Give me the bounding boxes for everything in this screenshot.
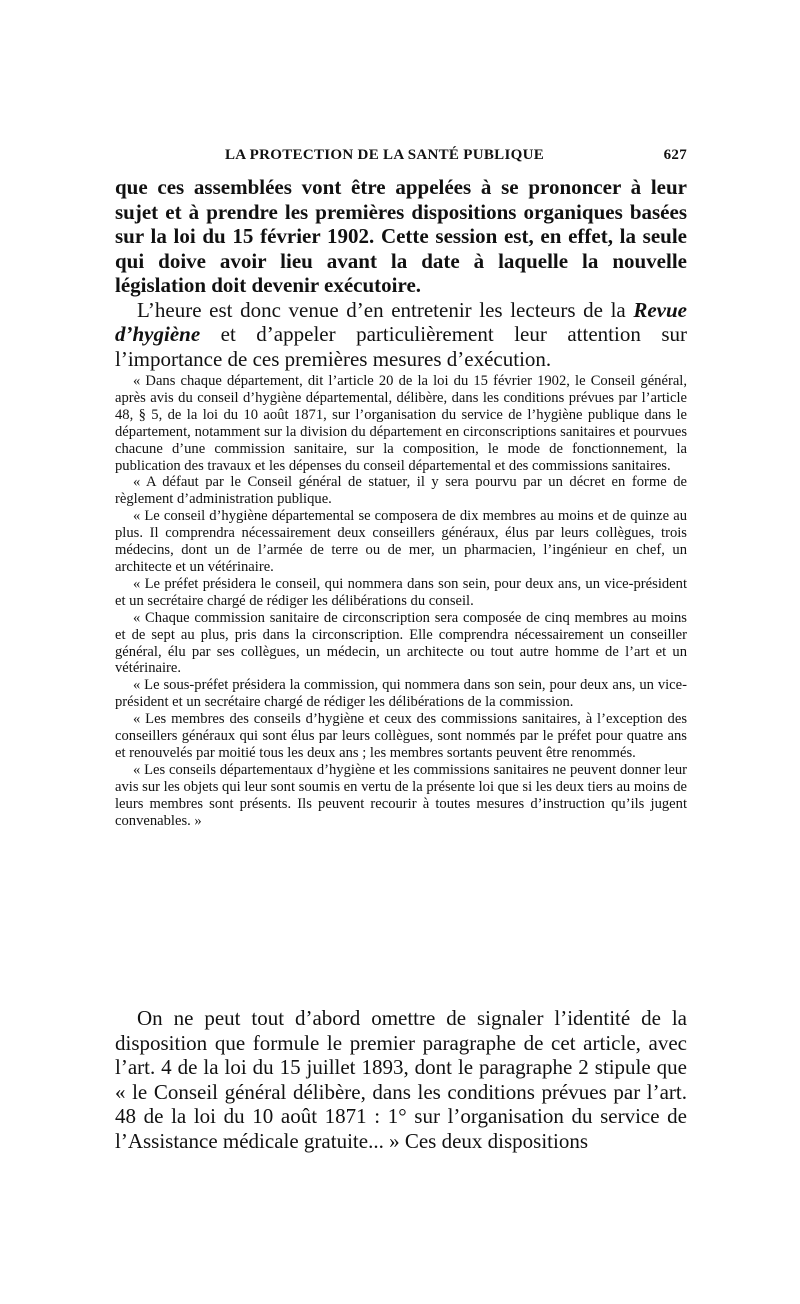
law-quotation [115,373,687,829]
intro-paragraph-1: que ces assemblées vont être appelées à se prononcer à leur sujet et à prendre les premières dispositions organiques basées sur la loi du 15 février 1902. Cette session est, en effet, la seule qui doive avoir lieu avant la date à laquelle la nouvelle législation doit devenir exécutoire. [115,175,687,297]
quote-paragraph: « Le préfet présidera le conseil, qui nommera dans son sein, pour deux ans, un vice-président et un secrétaire chargé de rédiger les délibérations du conseil. [115,575,687,609]
quote-paragraph: « Chaque commission sanitaire de circonscription sera composée de cinq membres au moins et de sept au plus, pris dans la circonscription. Elle comprendra nécessairement un conseiller général, élu par ses collègues, un médecin, un architecte ou tout autre homme de l’art et un vétérinaire. [115,609,687,677]
running-title: LA PROTECTION DE LA SANTÉ PUBLIQUE [225,147,545,163]
intro-p2-before: L’heure est donc venue d’en entretenir les lecteurs de la [137,297,634,322]
quote-paragraph: « Les conseils départementaux d’hygiène et les commissions sanitaires ne peuvent donner leur avis sur les objets qui leur sont soumis en vertu de la présente loi que si les deux tiers au moins de leurs membres sont présents. Ils peuvent recourir à toutes mesures d’instruction qu’ils jugent convenables. » [115,761,687,829]
intro-p2-after: et d’appeler particulièrement leur attention sur l’importance de ces premières mesures d’exécution. [115,322,687,371]
quote-paragraph: « Les membres des conseils d’hygiène et ceux des commissions sanitaires, à l’exception des conseillers généraux qui sont élus par leurs collègues, sont nommés par le préfet pour quatre ans et renouvelés par moitié tous les deux ans ; les membres sortants peuvent être renommés. [115,711,687,761]
quote-paragraph: « Le sous-préfet présidera la commission, qui nommera dans son sein, pour deux ans, un vice-président et un secrétaire chargé de rédiger les délibérations de la commission. [115,677,687,711]
journal-title: Revue d’hygiène [115,297,687,346]
quote-paragraph: « Le conseil d’hygiène départemental se composera de dix membres au moins et de quinze au plus. Il comprendra nécessairement deux conseillers généraux, élus par leurs collègues, trois médecins, dont un de l’armée de terre ou de mer, un pharmacien, l’ingénieur en chef, un architecte et un vétérinaire. [115,508,687,575]
page-number: 627 [663,147,687,163]
quote-paragraph: « Dans chaque département, dit l’article 20 de la loi du 15 février 1902, le Conseil général, après avis du conseil d’hygiène départemental, délibère, dans les conditions prévues par l’article 48, § 5, de la loi du 10 août 1871, sur l’organisation du service de l’hygiène publique dans le département, notamment sur la division du département en circonscriptions sanitaires et pourvues chacune d’une commission sanitaire, sur la composition, le mode de fonctionnement, la publication des travaux et les dépenses du conseil départemental et des commissions sanitaires. [115,373,687,474]
intro-section [115,175,687,371]
running-header [115,143,687,167]
quote-paragraph: « A défaut par le Conseil général de statuer, il y sera pourvu par un décret en forme de règlement d’administration publique. [115,474,687,508]
conclusion-paragraph: On ne peut tout d’abord omettre de signaler l’identité de la disposition que formule le premier paragraphe de cet article, avec l’art. 4 de la loi du 15 juillet 1893, dont le paragraphe 2 stipule que « le Conseil général délibère, dans les conditions prévues par l’art. 48 de la loi du 10 août 1871 : 1° sur l’organisation du service de l’Assistance médicale gratuite... » Ces deux dispositions [115,1006,687,1153]
conclusion-section [115,1006,687,1153]
intro-paragraph-2 [115,298,687,372]
